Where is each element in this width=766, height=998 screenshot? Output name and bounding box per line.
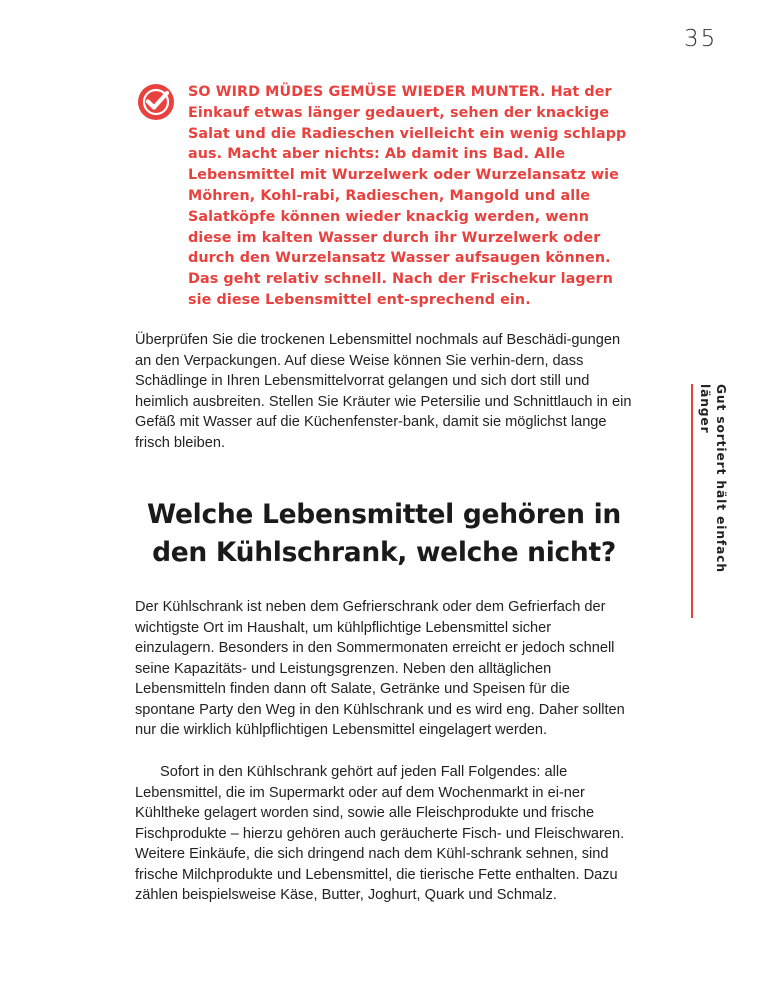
section-heading: Welche Lebensmittel gehören in den Kühlschrank, welche nicht? [147,499,621,568]
paragraph-dry-food: Überprüfen Sie die trockenen Lebensmittel nochmals auf Beschädi-gungen an den Verpackungen. Auf diese Weise können Sie verhin-dern, dass Schädlinge in Ihren Lebensmittelvorrat gelangen und sich dort still und heimlich ausbreiten. Stellen Sie Kräuter wie Petersilie und Schnittlauch in ein Gefäß mit Wasser auf die Küchenfenster-bank, damit sie möglichst lange frisch bleiben. [135,332,632,451]
tip-text [188,82,634,311]
paragraph-fridge-intro: Der Kühlschrank ist neben dem Gefrierschrank oder dem Gefrierfach der wichtigste Ort im Haushalt, um kühlpflichtige Lebensmittel sicher einzulagern. Besonders in den Sommermonaten erreicht er jedoch schnell seine Kapazitäts- und Leistungsgrenzen. Neben den alltäglichen Lebensmitteln finden dann oft Salate, Getränke und Speisen für die spontane Party den Weg in den Kühlschrank und es wird eng. Daher sollten nur die wirklich kühlpflichtigen Lebensmittel eingelagert werden. [135,599,625,738]
side-tab-label: Gut sortiert hält einfach länger [698,384,728,573]
check-circle-icon [136,82,176,122]
page-number: 35 [684,26,718,52]
tip-lead: SO WIRD MÜDES GEMÜSE WIEDER MUNTER. [188,84,546,100]
paragraph-fridge-items: Sofort in den Kühlschrank gehört auf jeden Fall Folgendes: alle Lebensmittel, die im Supermarkt oder auf dem Wochenmarkt in ei-ner Kühltheke gelagert worden sind, sowie alle Fleischprodukte und frische Fischprodukte – hierzu gehören auch geräucherte Fisch- und Fleischwaren. Weitere Einkäufe, die sich dringend nach dem Kühl-schrank sehnen, sind frische Milchprodukte und Lebensmittel, die tierische Fette enthalten. Dazu zählen beispielsweise Käse, Butter, Joghurt, Quark und Schmalz. [135,764,625,903]
side-tab [691,384,728,618]
tip-body: Hat der Einkauf etwas länger gedauert, sehen der knackige Salat und die Radieschen vielleicht ein wenig schlapp aus. Macht aber nichts: Ab damit ins Bad. Alle Lebensmittel mit Wurzelwerk oder Wurzelansatz wie Möhren, Kohl-rabi, Radieschen, Mangold und alle Salatköpfe können wieder knackig werden, wenn diese im kalten Wasser durch ihr Wurzelwerk oder durch den Wurzelansatz Wasser aufsaugen können. Das geht relativ schnell. Nach der Frischekur lagern sie diese Lebensmittel ent-sprechend ein. [188,84,627,308]
